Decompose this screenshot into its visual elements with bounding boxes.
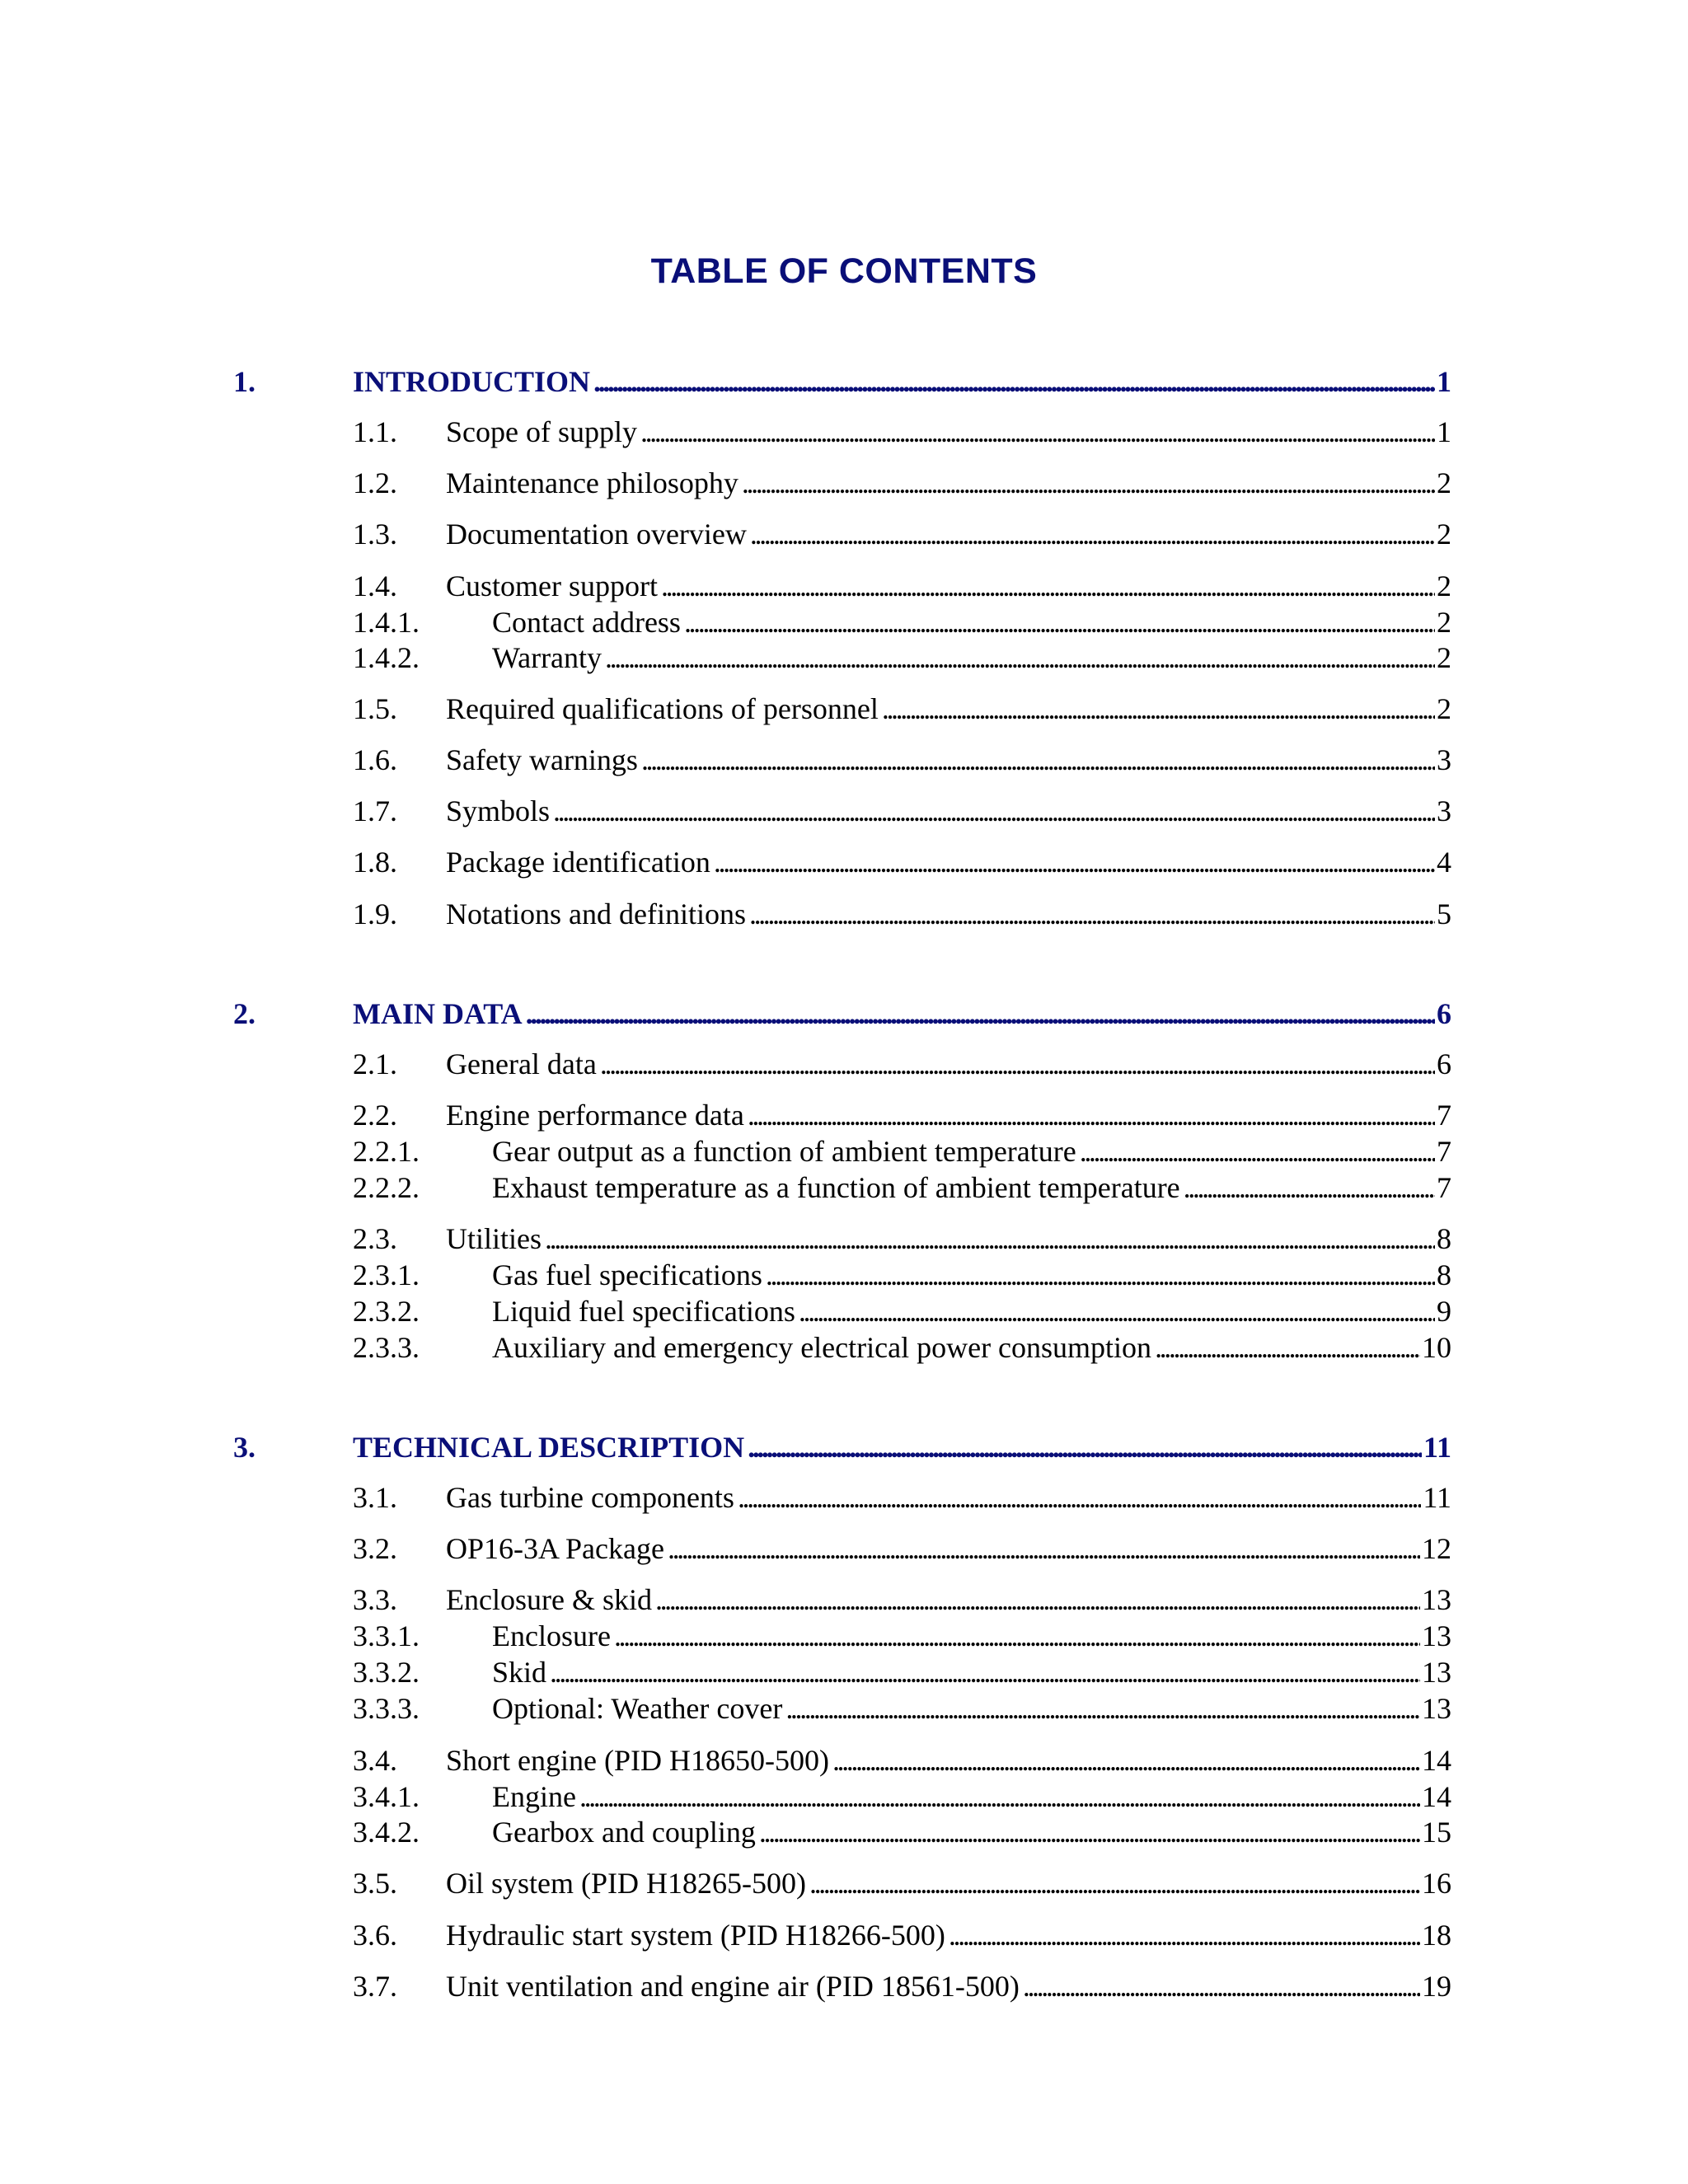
dot-leader (750, 516, 1435, 552)
toc-entry-number: 3.4. (353, 1744, 397, 1777)
toc-entry-line (446, 465, 1451, 501)
dot-leader (809, 1865, 1420, 1901)
toc-entry[interactable] (0, 793, 1688, 829)
toc-entry-number: 3.4.1. (353, 1780, 420, 1813)
toc-entry-line (446, 1046, 1451, 1082)
toc-entry-page-number: 11 (1423, 1481, 1451, 1514)
toc-entry-line (446, 1221, 1451, 1257)
toc-entry-line (353, 1429, 1451, 1465)
dot-leader (553, 793, 1435, 829)
toc-entry-label: Liquid fuel specifications (492, 1295, 795, 1328)
toc-entry[interactable] (0, 1742, 1688, 1779)
toc-entry-number: 2.3.1. (353, 1258, 420, 1291)
dot-leader (949, 1917, 1420, 1953)
toc-entry-label: TECHNICAL DESCRIPTION (353, 1431, 745, 1464)
toc-entry[interactable] (0, 640, 1688, 676)
dot-leader (785, 1690, 1420, 1727)
toc-entry-number: 1.4. (353, 569, 397, 602)
toc-entry[interactable] (0, 414, 1688, 450)
toc-entry-number: 2.1. (353, 1047, 397, 1080)
toc-entry-number: 3.5. (353, 1867, 397, 1900)
dot-leader (579, 1779, 1420, 1815)
dot-leader (593, 363, 1435, 400)
toc-entry-page-number: 7 (1437, 1135, 1451, 1168)
toc-entry-page-number: 10 (1422, 1331, 1451, 1364)
page-title: TABLE OF CONTENTS (650, 251, 1038, 291)
toc-entry-number: 3.3.3. (353, 1692, 420, 1725)
toc-entry-line (446, 1530, 1451, 1567)
toc-entry-page-number: 4 (1437, 846, 1451, 879)
toc-entry-label: Skid (492, 1656, 547, 1689)
toc-entry-number: 1.4.2. (353, 641, 420, 674)
dot-leader (1023, 1968, 1420, 2004)
dot-leader (748, 1429, 1422, 1465)
toc-entry-label: Utilities (446, 1222, 542, 1255)
toc-entry-page-number: 2 (1437, 641, 1451, 674)
toc-entry-label: Contact address (492, 606, 681, 639)
dot-leader (614, 1618, 1420, 1654)
toc-entry-number: 3. (233, 1431, 256, 1464)
toc-entry-line (492, 1329, 1451, 1366)
toc-entry-line (446, 516, 1451, 552)
toc-entry-page-number: 1 (1437, 365, 1451, 398)
toc-entry-page-number: 18 (1422, 1919, 1451, 1952)
dot-leader (1184, 1169, 1435, 1206)
toc-entry-line (446, 1865, 1451, 1901)
toc-entry[interactable] (0, 1479, 1688, 1516)
toc-entry-page-number: 14 (1422, 1780, 1451, 1813)
toc-entry[interactable] (0, 1618, 1688, 1654)
toc-entry-label: Symbols (446, 794, 551, 827)
toc-entry[interactable] (0, 1968, 1688, 2004)
dot-leader (882, 691, 1435, 727)
toc-entry-line (446, 844, 1451, 880)
toc-entry-line (446, 1742, 1451, 1779)
toc-entry-line (446, 1968, 1451, 2004)
toc-entry[interactable] (0, 1865, 1688, 1901)
toc-entry-label: Safety warnings (446, 743, 638, 776)
toc-entry[interactable] (0, 691, 1688, 727)
dot-leader (640, 414, 1435, 450)
toc-entry-page-number: 11 (1423, 1431, 1451, 1464)
toc-entry[interactable] (0, 1257, 1688, 1293)
dot-leader (661, 568, 1435, 604)
toc-entry-label: Gear output as a function of ambient temperature (492, 1135, 1076, 1168)
toc-entry-number: 1.3. (353, 518, 397, 551)
toc-entry[interactable] (0, 1429, 1688, 1465)
dot-leader (766, 1257, 1435, 1293)
toc-entry-page-number: 16 (1422, 1867, 1451, 1900)
toc-entry-number: 2.2.2. (353, 1171, 420, 1204)
toc-entry[interactable] (0, 363, 1688, 400)
toc-entry-label: Customer support (446, 569, 658, 602)
toc-entry-line (446, 793, 1451, 829)
toc-entry-line (446, 896, 1451, 932)
toc-entry-line (446, 414, 1451, 450)
toc-entry-label: MAIN DATA (353, 997, 523, 1030)
toc-entry[interactable] (0, 516, 1688, 552)
dot-leader (668, 1530, 1420, 1567)
dot-leader (749, 896, 1435, 932)
toc-entry[interactable] (0, 1293, 1688, 1329)
toc-entry-page-number: 8 (1437, 1258, 1451, 1291)
toc-entry-page-number: 13 (1422, 1619, 1451, 1652)
toc-entry-line (446, 1479, 1451, 1516)
toc-entry[interactable] (0, 465, 1688, 501)
toc-entry-page-number: 6 (1437, 997, 1451, 1030)
toc-entry-number: 2.3. (353, 1222, 397, 1255)
dot-leader (655, 1582, 1420, 1618)
toc-entry-page-number: 13 (1422, 1692, 1451, 1725)
toc-entry-number: 1.7. (353, 794, 397, 827)
toc-entry-label: Package identification (446, 846, 710, 879)
dot-leader (600, 1046, 1435, 1082)
toc-entry-label: INTRODUCTION (353, 365, 591, 398)
toc-entry-label: Optional: Weather cover (492, 1692, 783, 1725)
toc-entry-page-number: 2 (1437, 692, 1451, 725)
dot-leader (832, 1742, 1420, 1779)
toc-entry-label: Engine performance data (446, 1099, 744, 1132)
toc-entry-line (492, 1257, 1451, 1293)
toc-entry[interactable] (0, 1221, 1688, 1257)
toc-entry-line (492, 1779, 1451, 1815)
toc-entry-number: 3.3.1. (353, 1619, 420, 1652)
toc-entry-page-number: 2 (1437, 606, 1451, 639)
toc-entry[interactable] (0, 1779, 1688, 1815)
toc-entry-page-number: 13 (1422, 1583, 1451, 1616)
toc-entry-label: Gearbox and coupling (492, 1816, 756, 1849)
toc-entry[interactable] (0, 1530, 1688, 1567)
toc-entry[interactable] (0, 1917, 1688, 1953)
toc-entry-page-number: 7 (1437, 1171, 1451, 1204)
toc-entry-line (446, 742, 1451, 778)
dot-leader (714, 844, 1435, 880)
toc-entry-label: OP16-3A Package (446, 1532, 664, 1565)
toc-entry-number: 1.2. (353, 466, 397, 499)
toc-entry-number: 1.1. (353, 415, 397, 448)
toc-entry-label: Exhaust temperature as a function of ambient temperature (492, 1171, 1180, 1204)
toc-entry-page-number: 2 (1437, 569, 1451, 602)
toc-entry-number: 3.4.2. (353, 1816, 420, 1849)
dot-leader (742, 465, 1435, 501)
toc-entry-line (353, 363, 1451, 400)
toc-entry-line (492, 1654, 1451, 1690)
toc-entry-page-number: 2 (1437, 466, 1451, 499)
toc-entry-number: 1.8. (353, 846, 397, 879)
toc-entry-page-number: 19 (1422, 1970, 1451, 2003)
toc-entry-page-number: 7 (1437, 1099, 1451, 1132)
dot-leader (545, 1221, 1435, 1257)
dot-leader (641, 742, 1435, 778)
toc-entry[interactable] (0, 1329, 1688, 1366)
toc-entry-line (353, 996, 1451, 1032)
toc-entry-number: 3.6. (353, 1919, 397, 1952)
dot-leader (759, 1814, 1420, 1850)
toc-entry-label: Auxiliary and emergency electrical power consumption (492, 1331, 1152, 1364)
toc-entry-number: 2.3.2. (353, 1295, 420, 1328)
toc-entry-line (492, 1169, 1451, 1206)
toc-entry-number: 2.3.3. (353, 1331, 420, 1364)
toc-entry[interactable] (0, 1654, 1688, 1690)
toc-entry-label: Oil system (PID H18265-500) (446, 1867, 806, 1900)
toc-entry-page-number: 3 (1437, 794, 1451, 827)
toc-entry-number: 3.2. (353, 1532, 397, 1565)
toc-entry[interactable] (0, 896, 1688, 932)
toc-entry-line (492, 1133, 1451, 1169)
toc-entry-number: 2. (233, 997, 256, 1030)
dot-leader (1080, 1133, 1435, 1169)
toc-entry-label: Notations and definitions (446, 898, 746, 930)
toc-entry-line (446, 1917, 1451, 1953)
toc-entry-page-number: 9 (1437, 1295, 1451, 1328)
toc-entry-number: 2.2.1. (353, 1135, 420, 1168)
toc-entry[interactable] (0, 996, 1688, 1032)
toc-entry-line (446, 1582, 1451, 1618)
toc-entry-page-number: 8 (1437, 1222, 1451, 1255)
dot-leader (738, 1479, 1421, 1516)
toc-entry-number: 3.1. (353, 1481, 397, 1514)
dot-leader (1155, 1329, 1420, 1366)
toc-entry-label: Engine (492, 1780, 576, 1813)
dot-leader (748, 1097, 1435, 1133)
toc-entry-page-number: 2 (1437, 518, 1451, 551)
toc-entry-line (492, 1814, 1451, 1850)
toc-entry-label: Documentation overview (446, 518, 747, 551)
toc-entry-number: 1. (233, 365, 256, 398)
toc-entry-page-number: 1 (1437, 415, 1451, 448)
toc-entry-page-number: 15 (1422, 1816, 1451, 1849)
toc-entry-page-number: 14 (1422, 1744, 1451, 1777)
toc-entry-number: 1.5. (353, 692, 397, 725)
toc-entry-number: 3.3.2. (353, 1656, 420, 1689)
toc-entry-line (446, 691, 1451, 727)
toc-entry-number: 1.9. (353, 898, 397, 930)
toc-entry-line (446, 568, 1451, 604)
toc-entry-line (492, 640, 1451, 676)
toc-entry-line (492, 1293, 1451, 1329)
toc-entry-page-number: 5 (1437, 898, 1451, 930)
toc-entry-line (492, 1618, 1451, 1654)
toc-entry-number: 3.3. (353, 1583, 397, 1616)
toc-entry-label: Gas turbine components (446, 1481, 734, 1514)
toc-entry-label: Gas fuel specifications (492, 1258, 762, 1291)
toc-entry[interactable] (0, 1097, 1688, 1133)
toc-entry[interactable] (0, 1582, 1688, 1618)
toc-entry[interactable] (0, 1046, 1688, 1082)
toc-entry-line (446, 1097, 1451, 1133)
dot-leader (605, 640, 1435, 676)
toc-entry[interactable] (0, 1169, 1688, 1206)
dot-leader (526, 996, 1435, 1032)
toc-entry-label: General data (446, 1047, 597, 1080)
toc-entry[interactable] (0, 1690, 1688, 1727)
toc-entry[interactable] (0, 1133, 1688, 1169)
toc-entry-label: Short engine (PID H18650-500) (446, 1744, 829, 1777)
toc-entry-label: Warranty (492, 641, 603, 674)
toc-entry-number: 1.4.1. (353, 606, 420, 639)
toc-entry-page-number: 13 (1422, 1656, 1451, 1689)
toc-entry-number: 2.2. (353, 1099, 397, 1132)
toc-entry[interactable] (0, 742, 1688, 778)
toc-entry-line (492, 1690, 1451, 1727)
toc-entry-line (492, 604, 1451, 640)
dot-leader (684, 604, 1435, 640)
toc-entry-label: Enclosure & skid (446, 1583, 652, 1616)
toc-entry-number: 3.7. (353, 1970, 397, 2003)
toc-entry-label: Unit ventilation and engine air (PID 18561-500) (446, 1970, 1020, 2003)
toc-entry-page-number: 6 (1437, 1047, 1451, 1080)
toc-entry-label: Scope of supply (446, 415, 637, 448)
toc-entry[interactable] (0, 568, 1688, 604)
toc-entry[interactable] (0, 604, 1688, 640)
toc-entry-label: Hydraulic start system (PID H18266-500) (446, 1919, 945, 1952)
dot-leader (799, 1293, 1435, 1329)
toc-entry-label: Enclosure (492, 1619, 611, 1652)
toc-entry-page-number: 12 (1422, 1532, 1451, 1565)
toc-entry-label: Maintenance philosophy (446, 466, 738, 499)
toc-entry-page-number: 3 (1437, 743, 1451, 776)
toc-entry[interactable] (0, 844, 1688, 880)
toc-entry[interactable] (0, 1814, 1688, 1850)
toc-entry-number: 1.6. (353, 743, 397, 776)
toc-entry-label: Required qualifications of personnel (446, 692, 879, 725)
dot-leader (550, 1654, 1420, 1690)
